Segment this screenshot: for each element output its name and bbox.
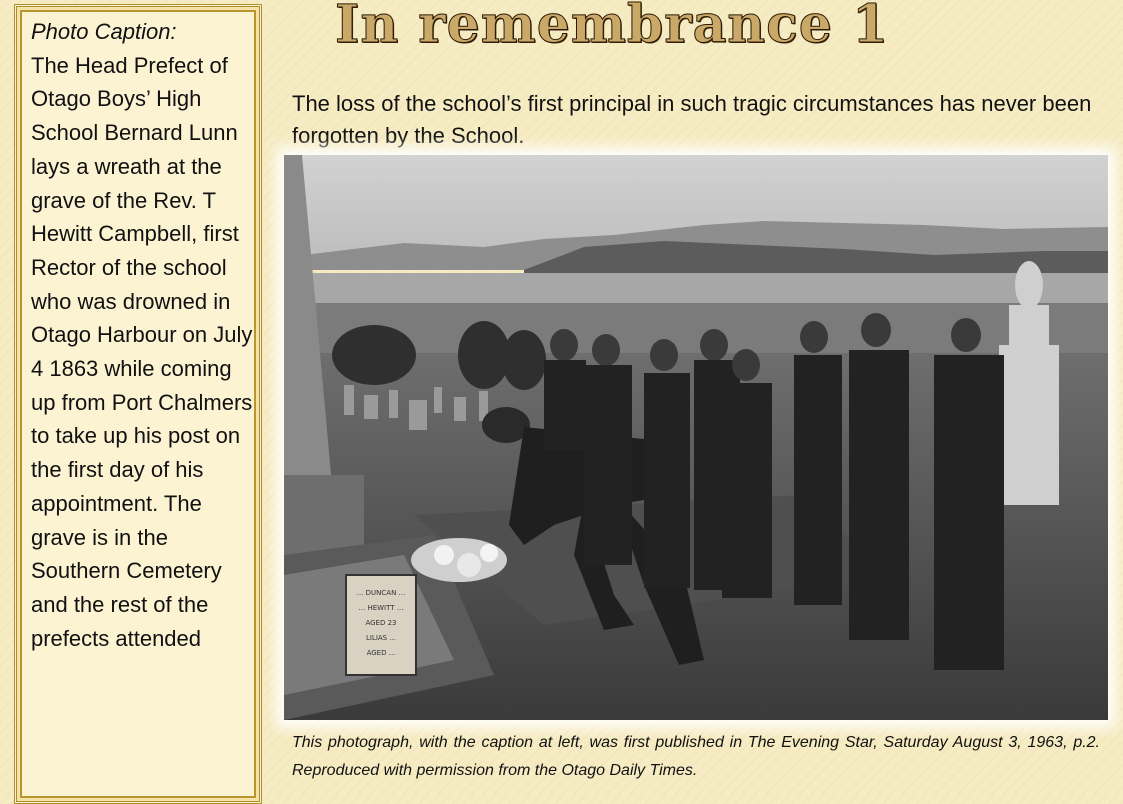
wreath: [411, 538, 507, 582]
photo-credit: This photograph, with the caption at left, was first published in The Evening Star, Saturday August 3, 1963, p.2. Reproduced with permission from the Otago Daily Times.: [292, 734, 1100, 779]
plaque-line: AGED 23: [365, 619, 397, 627]
slide-title: In remembrance 1: [335, 0, 890, 55]
plaque-line: ... DUNCAN ...: [356, 589, 406, 597]
photo-caption: [31, 15, 253, 655]
caption-heading: Photo Caption:: [31, 19, 177, 44]
caption-body: The Head Prefect of Otago Boys’ High School Bernard Lunn lays a wreath at the grave of the Rev. T Hewitt Campbell, first Rector of the school who was drowned in Otago Harbour on July 4 1863 while coming up from Port Chalmers to take up his post on the first day of his appointment. The grave is in the Southern Cemetery and the rest of the prefects attended: [31, 52, 253, 651]
plaque-line: ... HEWITT ...: [358, 604, 404, 612]
intro-text: The loss of the school’s first principal in such tragic circumstances has never been forgotten by the School.: [292, 91, 1092, 148]
memorial-photo: [284, 155, 1108, 720]
grave-plaque: [346, 575, 416, 675]
harbour: [284, 273, 1108, 303]
plaque-line: LILIAS ...: [365, 634, 397, 642]
plaque-line: AGED ...: [366, 649, 396, 657]
